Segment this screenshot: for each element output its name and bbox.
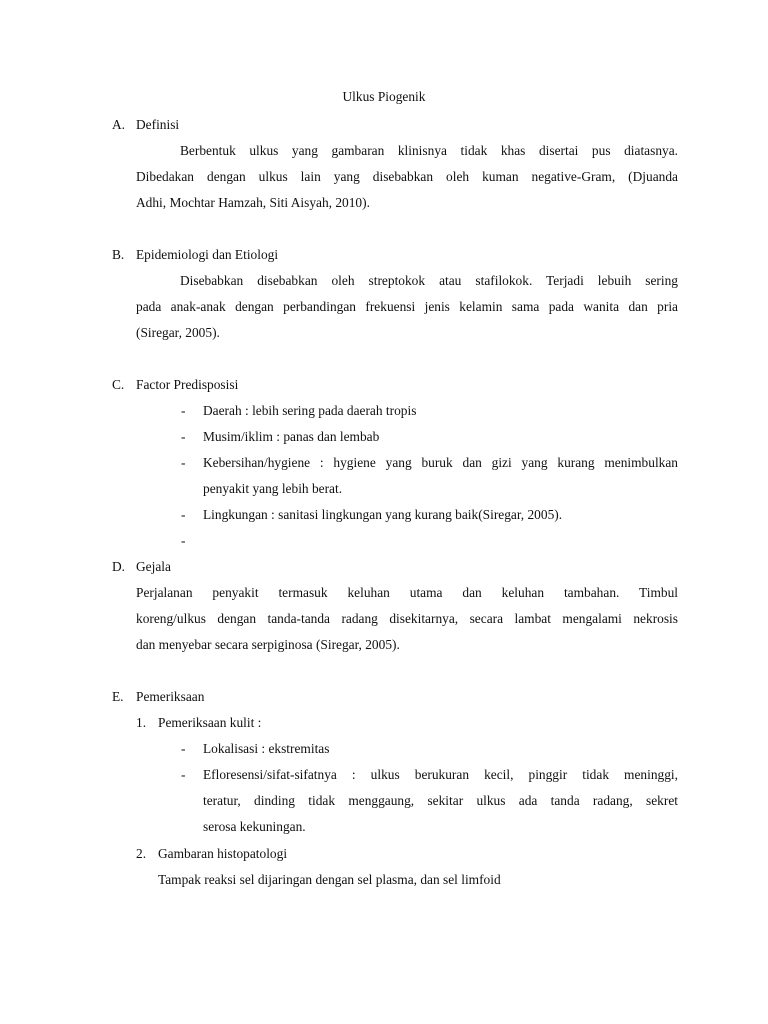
section-c-heading: Factor Predisposisi xyxy=(136,377,239,392)
section-e-marker: E. xyxy=(112,689,124,704)
section-a-line-3: Adhi, Mochtar Hamzah, Siti Aisyah, 2010). xyxy=(136,195,370,210)
bullet-text: Lokalisasi : ekstremitas xyxy=(203,741,330,756)
section-d-heading: Gejala xyxy=(136,559,171,574)
section-b-line-2: pada anak-anak dengan perbandingan frekuensi jenis kelamin sama pada wanita dan pria xyxy=(136,299,678,314)
section-b-heading: Epidemiologi dan Etiologi xyxy=(136,247,279,262)
bullet-dash: - xyxy=(181,507,186,522)
section-a-line-2: Dibedakan dengan ulkus lain yang disebabkan oleh kuman negative-Gram, (Djuanda xyxy=(136,169,678,184)
section-a-line-1: Berbentuk ulkus yang gambaran klinisnya tidak khas disertai pus diatasnya. xyxy=(180,143,678,158)
section-a-heading: Definisi xyxy=(136,117,180,132)
bullet-text: Lingkungan : sanitasi lingkungan yang kurang baik(Siregar, 2005). xyxy=(203,507,563,522)
section-d-line-1: Perjalanan penyakit termasuk keluhan utama dan keluhan tambahan. Timbul xyxy=(136,585,678,600)
section-b-line-3: (Siregar, 2005). xyxy=(136,325,220,340)
section-e-heading: Pemeriksaan xyxy=(136,689,205,704)
bullet-text: Musim/iklim : panas dan lembab xyxy=(203,429,380,444)
section-b-line-1: Disebabkan disebabkan oleh streptokok atau stafilokok. Terjadi lebuih sering xyxy=(180,273,678,288)
bullet-dash: - xyxy=(181,533,186,548)
bullet-dash: - xyxy=(181,403,186,418)
bullet-text: penyakit yang lebih berat. xyxy=(203,481,343,496)
document-title: Ulkus Piogenik xyxy=(342,89,426,104)
bullet-text: Kebersihan/hygiene : hygiene yang buruk dan gizi yang kurang menimbulkan xyxy=(203,455,678,470)
bullet-text: Daerah : lebih sering pada daerah tropis xyxy=(203,403,417,418)
section-b-marker: B. xyxy=(112,247,125,262)
subitem-2-number: 2. xyxy=(136,846,147,861)
subitem-1-heading: Pemeriksaan kulit : xyxy=(158,715,262,730)
bullet-text: teratur, dinding tidak menggaung, sekitar ulkus ada tanda radang, sekret xyxy=(203,793,678,808)
section-d-line-2: koreng/ulkus dengan tanda-tanda radang disekitarnya, secara lambat mengalami nekrosis xyxy=(136,611,678,626)
subitem-2-heading: Gambaran histopatologi xyxy=(158,846,288,861)
section-c-marker: C. xyxy=(112,377,125,392)
subitem-2-line-1: Tampak reaksi sel dijaringan dengan sel plasma, dan sel limfoid xyxy=(158,872,501,887)
subitem-1-number: 1. xyxy=(136,715,147,730)
bullet-dash: - xyxy=(181,455,186,470)
bullet-text: serosa kekuningan. xyxy=(203,819,306,834)
bullet-dash: - xyxy=(181,741,186,756)
bullet-text: Efloresensi/sifat-sifatnya : ulkus berukuran kecil, pinggir tidak meninggi, xyxy=(203,767,678,782)
section-a-marker: A. xyxy=(112,117,126,132)
section-d-marker: D. xyxy=(112,559,126,574)
section-d-line-3: dan menyebar secara serpiginosa (Siregar, 2005). xyxy=(136,637,400,652)
bullet-dash: - xyxy=(181,767,186,782)
bullet-dash: - xyxy=(181,429,186,444)
